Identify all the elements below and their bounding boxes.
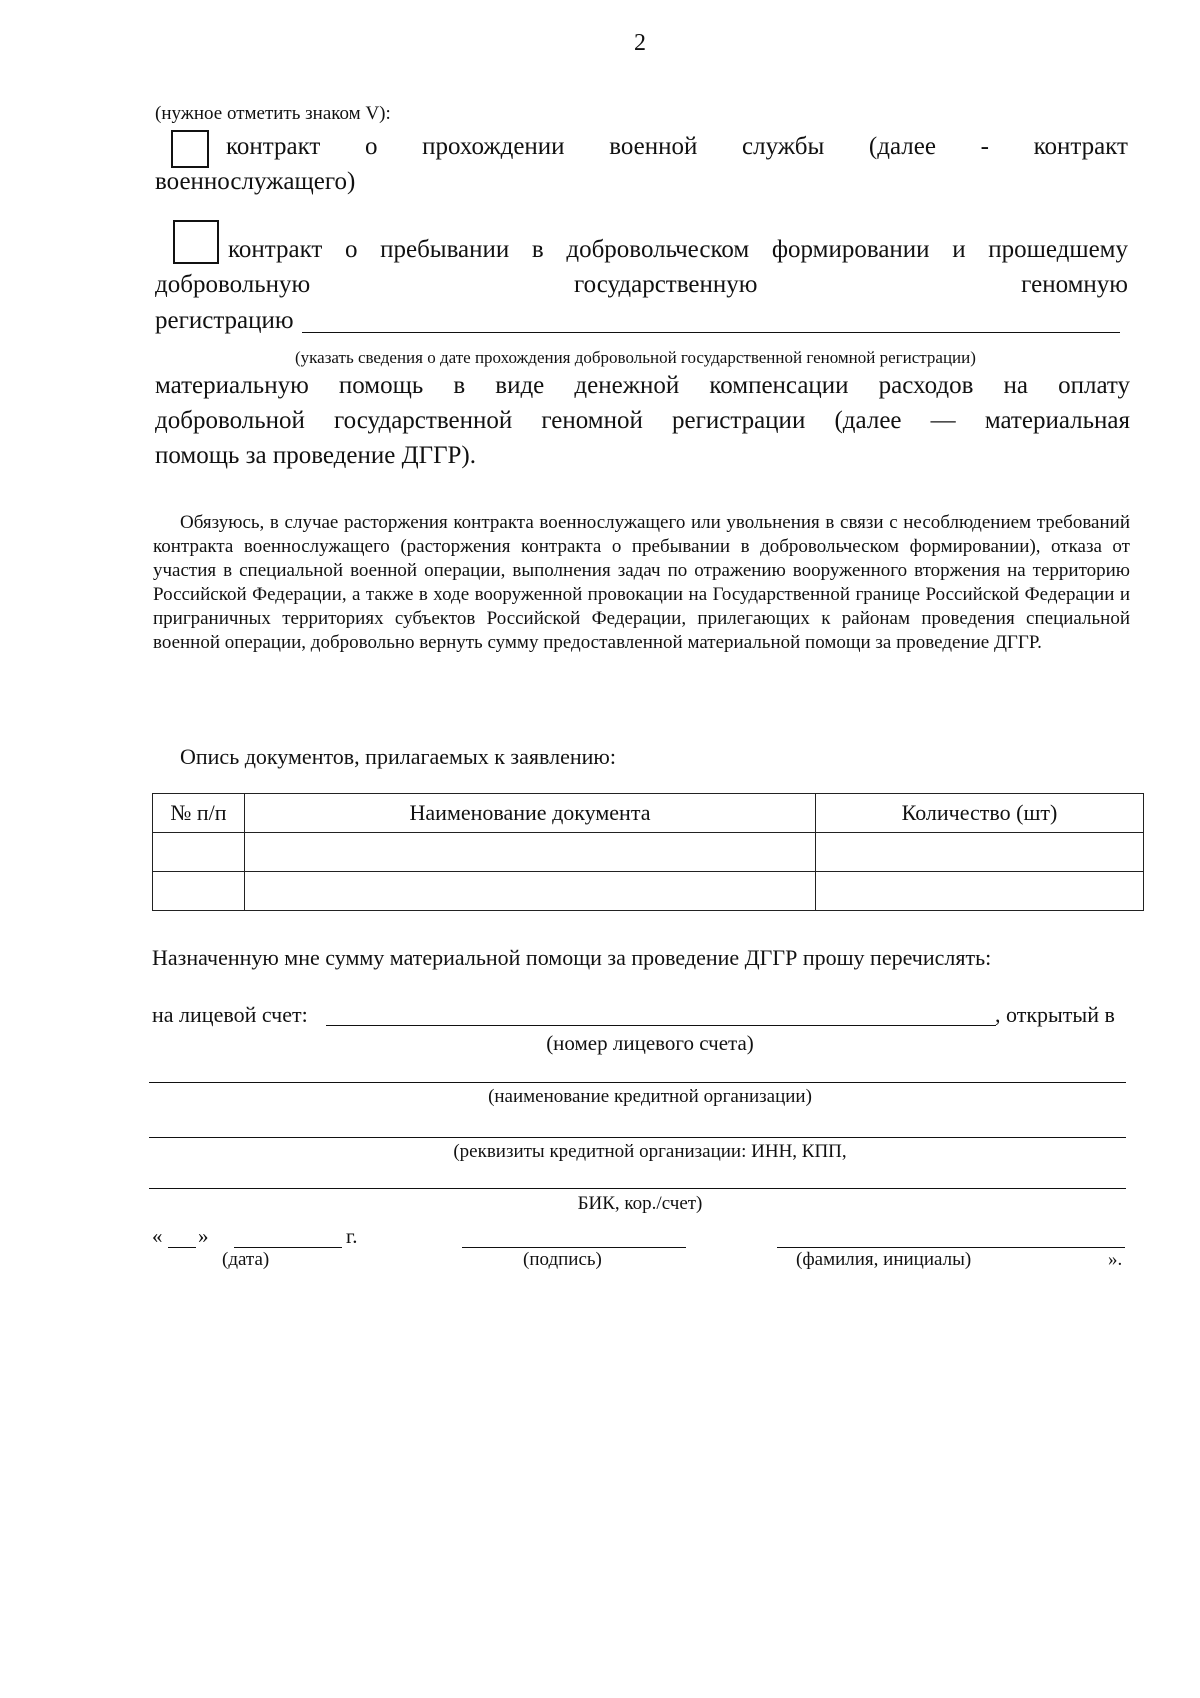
table-row: [153, 833, 1144, 872]
request-line: добровольной государственной геномной регистрации (далее — материальная: [155, 407, 1130, 434]
date-close-quote: »: [198, 1224, 209, 1248]
bank-details-caption-2: БИК, кор./счет): [577, 1193, 703, 1214]
option2-word: государственную: [573, 271, 758, 298]
signature-field[interactable]: [462, 1247, 686, 1248]
date-day-field[interactable]: [168, 1247, 196, 1248]
transfer-request: Назначенную мне сумму материальной помощи за проведение ДГГР прошу перечислять:: [152, 945, 992, 970]
signature-caption: (подпись): [523, 1249, 602, 1270]
dggr-hint: (указать сведения о дате прохождения добровольной государственной геномной регистрации): [295, 348, 976, 367]
option2-word: добровольную: [155, 271, 311, 298]
option1-word: контракт: [1033, 133, 1128, 160]
option1-word: контракт: [226, 133, 321, 160]
bank-name-field[interactable]: [149, 1082, 1126, 1083]
table-cell-document[interactable]: [245, 833, 816, 872]
inventory-title: Опись документов, прилагаемых к заявлению:: [180, 744, 616, 769]
end-mark: ».: [1108, 1249, 1123, 1270]
account-label: на лицевой счет:: [152, 1002, 308, 1027]
account-caption: (номер лицевого счета): [546, 1031, 754, 1055]
option2-line3: регистрацию: [155, 307, 294, 334]
table-row: [153, 872, 1144, 911]
table-header-quantity: Количество (шт): [816, 794, 1144, 833]
request-line: материальную помощь в виде денежной компенсации расходов на оплату: [155, 372, 1130, 399]
table-cell-quantity[interactable]: [816, 833, 1144, 872]
table-header-number: № п/п: [153, 794, 245, 833]
request-line: помощь за проведение ДГГР).: [155, 442, 477, 469]
dggr-date-field[interactable]: [302, 332, 1120, 333]
table-header-document: Наименование документа: [245, 794, 816, 833]
bank-name-caption: (наименование кредитной организации): [488, 1086, 812, 1107]
option2-word: геномную: [1021, 271, 1128, 298]
date-open-quote: «: [152, 1224, 163, 1248]
option1-word: о: [364, 133, 378, 160]
obligation-paragraph: Обязуюсь, в случае расторжения контракта военнослужащего или увольнения в связи с несоблюдением требований контракта военнослужащего (расторжения контракта о пребывании в добровольческом формировании), отказа от участия в специальной военной операции, выполнения задач по отражению вооруженного вторжения на территорию Российской Федерации, а также в ходе вооруженной провокации на Государственной границе Российской Федерации и приграничных территориях субъектов Российской Федерации, прилегающих к районам проведения специальной военной операции, добровольно вернуть сумму предоставленной материальной помощи за проведение ДГГР.: [153, 512, 1130, 653]
option1-word: службы: [742, 133, 825, 160]
account-number-field[interactable]: [326, 1025, 996, 1026]
date-caption: (дата): [222, 1249, 270, 1270]
table-cell-document[interactable]: [245, 872, 816, 911]
bank-details-caption: (реквизиты кредитной организации: ИНН, КПП,: [453, 1141, 847, 1162]
option1-line1: [226, 133, 1128, 161]
documents-table: [152, 793, 1144, 911]
table-cell-number[interactable]: [153, 833, 245, 872]
instruction-text: (нужное отметить знаком V):: [155, 103, 391, 124]
date-month-field[interactable]: [234, 1247, 342, 1248]
contract-volunteer-checkbox[interactable]: [173, 220, 219, 264]
table-cell-number[interactable]: [153, 872, 245, 911]
account-suffix: , открытый в: [995, 1002, 1115, 1027]
date-year-suffix: г.: [346, 1224, 358, 1248]
option1-word: прохождении: [422, 133, 565, 160]
option1-line2: военнослужащего): [155, 168, 356, 195]
option2-line2: [155, 271, 1128, 299]
contract-military-checkbox[interactable]: [171, 130, 209, 168]
option1-word: -: [980, 133, 989, 160]
full-name-caption: (фамилия, инициалы): [796, 1249, 972, 1270]
table-cell-quantity[interactable]: [816, 872, 1144, 911]
option1-word: (далее: [868, 133, 936, 160]
bank-details-field[interactable]: [149, 1137, 1126, 1138]
option2-line1: контракт о пребывании в добровольческом формировании и прошедшему: [228, 236, 1128, 263]
bank-details-field-2[interactable]: [149, 1188, 1126, 1189]
full-name-field[interactable]: [777, 1247, 1125, 1248]
table-header-row: [153, 794, 1144, 833]
page-number: 2: [634, 30, 646, 56]
option1-word: военной: [609, 133, 698, 160]
